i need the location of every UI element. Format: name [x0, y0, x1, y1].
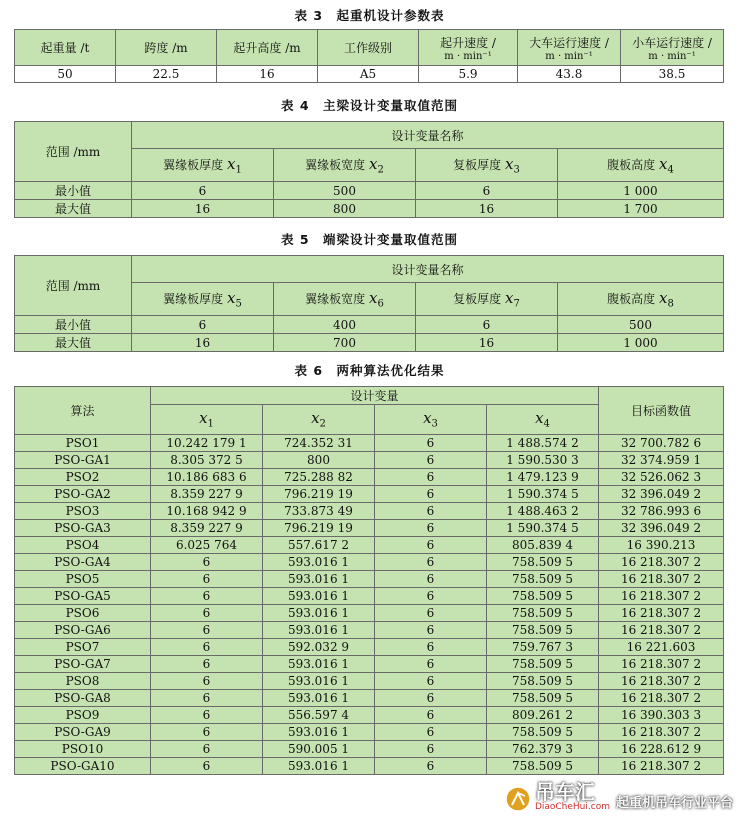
table6-cell: 1 590.374 5 — [487, 520, 599, 537]
table6-algo-cell: PSO-GA4 — [15, 554, 151, 571]
table5-cell: 6 — [416, 316, 558, 334]
table6-cell: 800 — [263, 452, 375, 469]
table6-algo-cell: PSO6 — [15, 605, 151, 622]
table6-cell: 6 — [375, 469, 487, 486]
table6-algo-cell: PSO4 — [15, 537, 151, 554]
table6-cell: 10.168 942 9 — [151, 503, 263, 520]
table6-cell: 758.509 5 — [487, 571, 599, 588]
table4-row — [15, 200, 724, 218]
table3-cell: 43.8 — [518, 66, 621, 83]
table6-row — [15, 588, 724, 605]
table6-cell: 6 — [375, 554, 487, 571]
table6-cell: 6 — [375, 758, 487, 775]
table6-objective-cell: 32 374.959 1 — [599, 452, 724, 469]
table6-cell: 796.219 19 — [263, 486, 375, 503]
table6-cell: 6 — [375, 605, 487, 622]
table6-objective-cell: 16 390.303 3 — [599, 707, 724, 724]
table6-cell: 593.016 1 — [263, 724, 375, 741]
table3-cell: 5.9 — [419, 66, 518, 83]
table6-cell: 6 — [151, 588, 263, 605]
table6-row — [15, 554, 724, 571]
table5-row — [15, 316, 724, 334]
table6-cell: 593.016 1 — [263, 656, 375, 673]
table6-cell: 593.016 1 — [263, 690, 375, 707]
table6-caption: 表 6 两种算法优化结果 — [294, 363, 445, 378]
table6-cell: 6 — [375, 537, 487, 554]
table6-objective-cell: 32 786.993 6 — [599, 503, 724, 520]
table6-cell: 758.509 5 — [487, 656, 599, 673]
table6-cell: 758.509 5 — [487, 554, 599, 571]
table5-range-label: 范围 /mm — [15, 256, 132, 316]
table6-row — [15, 435, 724, 452]
table6-objective-cell: 16 218.307 2 — [599, 605, 724, 622]
table3-header-cell: 小车运行速度 / m · min⁻¹ — [621, 30, 724, 66]
table6-cell: 758.509 5 — [487, 673, 599, 690]
table3-cell: A5 — [318, 66, 419, 83]
table3-header-cell: 大车运行速度 / m · min⁻¹ — [518, 30, 621, 66]
table6-cell: 10.242 179 1 — [151, 435, 263, 452]
table4-cell: 16 — [416, 200, 558, 218]
table6-cell: 10.186 683 6 — [151, 469, 263, 486]
table6-cell: 6 — [151, 690, 263, 707]
table4-cell: 500 — [274, 182, 416, 200]
table5-row-label: 最小值 — [15, 316, 132, 334]
table6-cell: 8.305 372 5 — [151, 452, 263, 469]
table6-row — [15, 503, 724, 520]
table6-objective-cell: 32 700.782 6 — [599, 435, 724, 452]
table6-algo-cell: PSO10 — [15, 741, 151, 758]
table5-caption: 表 5 端梁设计变量取值范围 — [280, 232, 459, 247]
table6-cell: 758.509 5 — [487, 605, 599, 622]
table6-objective-cell: 16 218.307 2 — [599, 673, 724, 690]
table5-cell: 16 — [132, 334, 274, 352]
table6-algo-cell: PSO5 — [15, 571, 151, 588]
table6-cell: 6 — [375, 690, 487, 707]
table6-cell: 758.509 5 — [487, 588, 599, 605]
table6-row — [15, 520, 724, 537]
table6-cell: 758.509 5 — [487, 758, 599, 775]
table5-var-header: 腹板高度 $x_8$ — [558, 283, 724, 316]
table3-header-cell: 起升高度 /m — [217, 30, 318, 66]
table6-algo-cell: PSO1 — [15, 435, 151, 452]
table6-cell: 758.509 5 — [487, 690, 599, 707]
table6-objective-cell: 16 218.307 2 — [599, 656, 724, 673]
table4-cell: 800 — [274, 200, 416, 218]
table3-cell: 50 — [15, 66, 116, 83]
table5-group-label: 设计变量名称 — [132, 256, 724, 283]
table5-cell: 1 000 — [558, 334, 724, 352]
table5-var-header: 翼缘板厚度 $x_5$ — [132, 283, 274, 316]
table6-cell: 724.352 31 — [263, 435, 375, 452]
table6-row — [15, 486, 724, 503]
table6-objective-cell: 32 526.062 3 — [599, 469, 724, 486]
table6-cell: 6 — [151, 554, 263, 571]
table5-cell: 400 — [274, 316, 416, 334]
table6-algo-cell: PSO9 — [15, 707, 151, 724]
table6-group-label: 设计变量 — [151, 387, 599, 405]
table6-cell: 6 — [375, 656, 487, 673]
table6-cell: 758.509 5 — [487, 724, 599, 741]
table6-cell: 593.016 1 — [263, 571, 375, 588]
table6-cell: 593.016 1 — [263, 622, 375, 639]
table6-cell: 6 — [375, 503, 487, 520]
table4-cell: 6 — [132, 182, 274, 200]
table6-row — [15, 452, 724, 469]
table4-var-header: 复板厚度 $x_3$ — [416, 149, 558, 182]
table6-objective-cell: 16 228.612 9 — [599, 741, 724, 758]
table6-row — [15, 537, 724, 554]
table6-cell: 593.016 1 — [263, 554, 375, 571]
table5-cell: 700 — [274, 334, 416, 352]
table6-objective-cell: 16 218.307 2 — [599, 588, 724, 605]
table6-cell: 592.032 9 — [263, 639, 375, 656]
table6-cell: 6 — [375, 520, 487, 537]
table6-cell: 6 — [151, 707, 263, 724]
table6-cell: 6 — [375, 639, 487, 656]
table5-row-label: 最大值 — [15, 334, 132, 352]
table6-objective-cell: 16 218.307 2 — [599, 690, 724, 707]
table6-algo-label: 算法 — [15, 387, 151, 435]
table6-row — [15, 469, 724, 486]
table4-var-header: 翼缘板宽度 $x_2$ — [274, 149, 416, 182]
table6 — [14, 386, 724, 775]
table6-row — [15, 707, 724, 724]
table5-var-header: 翼缘板宽度 $x_6$ — [274, 283, 416, 316]
table6-cell: 593.016 1 — [263, 605, 375, 622]
table6-cell: 6 — [375, 724, 487, 741]
table4-header-row — [15, 122, 724, 149]
table3-header-cell: 起升速度 / m · min⁻¹ — [419, 30, 518, 66]
table6-row — [15, 605, 724, 622]
table3-cell: 38.5 — [621, 66, 724, 83]
table6-row — [15, 724, 724, 741]
table6-algo-cell: PSO2 — [15, 469, 151, 486]
table6-cell: 590.005 1 — [263, 741, 375, 758]
table6-row — [15, 741, 724, 758]
table6-cell: 6 — [151, 741, 263, 758]
table6-cell: 725.288 82 — [263, 469, 375, 486]
table6-cell: 6.025 764 — [151, 537, 263, 554]
table6-cell: 6 — [151, 571, 263, 588]
table6-cell: 6 — [375, 435, 487, 452]
table6-cell: 6 — [375, 571, 487, 588]
watermark-name: 吊车汇 — [534, 780, 595, 804]
table6-objective-cell: 16 218.307 2 — [599, 724, 724, 741]
table6-row — [15, 673, 724, 690]
table6-cell: 6 — [151, 673, 263, 690]
table4 — [14, 121, 724, 218]
table6-algo-cell: PSO-GA9 — [15, 724, 151, 741]
table6-cell: 796.219 19 — [263, 520, 375, 537]
table6-cell: 6 — [375, 452, 487, 469]
table3-cell: 16 — [217, 66, 318, 83]
table5-row — [15, 334, 724, 352]
table6-cell: 1 590.374 5 — [487, 486, 599, 503]
table6-algo-cell: PSO-GA8 — [15, 690, 151, 707]
table4-row-label: 最大值 — [15, 200, 132, 218]
table3-header-cell: 跨度 /m — [116, 30, 217, 66]
table6-row — [15, 571, 724, 588]
table4-var-header: 腹板高度 $x_4$ — [558, 149, 724, 182]
table6-algo-cell: PSO-GA1 — [15, 452, 151, 469]
table6-cell: 6 — [151, 656, 263, 673]
table4-cell: 1 000 — [558, 182, 724, 200]
table6-algo-cell: PSO8 — [15, 673, 151, 690]
table6-cell: 6 — [151, 639, 263, 656]
watermark-slogan: 起重机吊车行业平台 — [615, 796, 733, 811]
table6-objective-cell: 16 221.603 — [599, 639, 724, 656]
table6-cell: 6 — [375, 622, 487, 639]
table6-algo-cell: PSO7 — [15, 639, 151, 656]
table4-range-label: 范围 /mm — [15, 122, 132, 182]
table6-cell: 8.359 227 9 — [151, 486, 263, 503]
table6-objective-cell: 16 218.307 2 — [599, 554, 724, 571]
watermark-url: DiaoCheHui.com — [534, 802, 610, 812]
table6-body — [15, 435, 724, 775]
table6-algo-cell: PSO-GA7 — [15, 656, 151, 673]
watermark — [505, 782, 733, 812]
table6-cell: 762.379 3 — [487, 741, 599, 758]
table6-cell: 6 — [151, 724, 263, 741]
table6-algo-cell: PSO-GA10 — [15, 758, 151, 775]
table6-cell: 593.016 1 — [263, 673, 375, 690]
table5 — [14, 255, 724, 352]
table3 — [14, 29, 724, 83]
table6-algo-cell: PSO-GA6 — [15, 622, 151, 639]
table5-cell: 16 — [416, 334, 558, 352]
table6-var-header: $x_4$ — [487, 405, 599, 435]
table6-algo-cell: PSO-GA3 — [15, 520, 151, 537]
table6-cell: 1 488.574 2 — [487, 435, 599, 452]
table3-header-cell: 工作级别 — [318, 30, 419, 66]
table6-cell: 593.016 1 — [263, 758, 375, 775]
table6-row — [15, 690, 724, 707]
table6-cell: 809.261 2 — [487, 707, 599, 724]
table4-caption: 表 4 主梁设计变量取值范围 — [280, 98, 459, 113]
table6-algo-cell: PSO-GA2 — [15, 486, 151, 503]
table6-objective-cell: 16 218.307 2 — [599, 571, 724, 588]
table6-cell: 6 — [375, 588, 487, 605]
watermark-brand — [535, 782, 610, 812]
table5-cell: 500 — [558, 316, 724, 334]
table6-cell: 805.839 4 — [487, 537, 599, 554]
table4-row — [15, 182, 724, 200]
table6-var-header: $x_2$ — [263, 405, 375, 435]
table6-cell: 6 — [375, 486, 487, 503]
table6-objective-cell: 16 218.307 2 — [599, 758, 724, 775]
table5-var-header: 复板厚度 $x_7$ — [416, 283, 558, 316]
table4-row-label: 最小值 — [15, 182, 132, 200]
table4-cell: 16 — [132, 200, 274, 218]
table6-var-header: $x_1$ — [151, 405, 263, 435]
table3-header-row — [15, 30, 724, 66]
table4-cell: 1 700 — [558, 200, 724, 218]
table3-header-cell: 起重量 /t — [15, 30, 116, 66]
table5-cell: 6 — [132, 316, 274, 334]
table5-header-row — [15, 256, 724, 283]
table6-row — [15, 622, 724, 639]
table6-cell: 1 479.123 9 — [487, 469, 599, 486]
table6-cell: 556.597 4 — [263, 707, 375, 724]
table6-objective-cell: 16 390.213 — [599, 537, 724, 554]
table4-var-header: 翼缘板厚度 $x_1$ — [132, 149, 274, 182]
table6-row — [15, 639, 724, 656]
table6-cell: 6 — [375, 741, 487, 758]
table3-caption: 表 3 起重机设计参数表 — [294, 8, 445, 23]
table6-cell: 6 — [151, 605, 263, 622]
table3-cell: 22.5 — [116, 66, 217, 83]
table6-cell: 6 — [375, 707, 487, 724]
table3-value-row — [15, 66, 724, 83]
table6-objective-cell: 32 396.049 2 — [599, 486, 724, 503]
table6-cell: 733.873 49 — [263, 503, 375, 520]
table6-cell: 8.359 227 9 — [151, 520, 263, 537]
table6-cell: 6 — [151, 758, 263, 775]
table6-cell: 1 488.463 2 — [487, 503, 599, 520]
table6-objective-label: 目标函数值 — [599, 387, 724, 435]
table4-cell: 6 — [416, 182, 558, 200]
table6-cell: 593.016 1 — [263, 588, 375, 605]
table6-header-row — [15, 387, 724, 405]
table6-cell: 6 — [151, 622, 263, 639]
table6-objective-cell: 32 396.049 2 — [599, 520, 724, 537]
table6-var-header: $x_3$ — [375, 405, 487, 435]
table6-row — [15, 758, 724, 775]
table6-cell: 759.767 3 — [487, 639, 599, 656]
table6-cell: 6 — [375, 673, 487, 690]
crane-logo-icon — [505, 786, 531, 812]
table6-cell: 557.617 2 — [263, 537, 375, 554]
table4-group-label: 设计变量名称 — [132, 122, 724, 149]
table6-row — [15, 656, 724, 673]
table6-algo-cell: PSO-GA5 — [15, 588, 151, 605]
table6-cell: 758.509 5 — [487, 622, 599, 639]
table6-objective-cell: 16 218.307 2 — [599, 622, 724, 639]
table6-cell: 1 590.530 3 — [487, 452, 599, 469]
table6-algo-cell: PSO3 — [15, 503, 151, 520]
